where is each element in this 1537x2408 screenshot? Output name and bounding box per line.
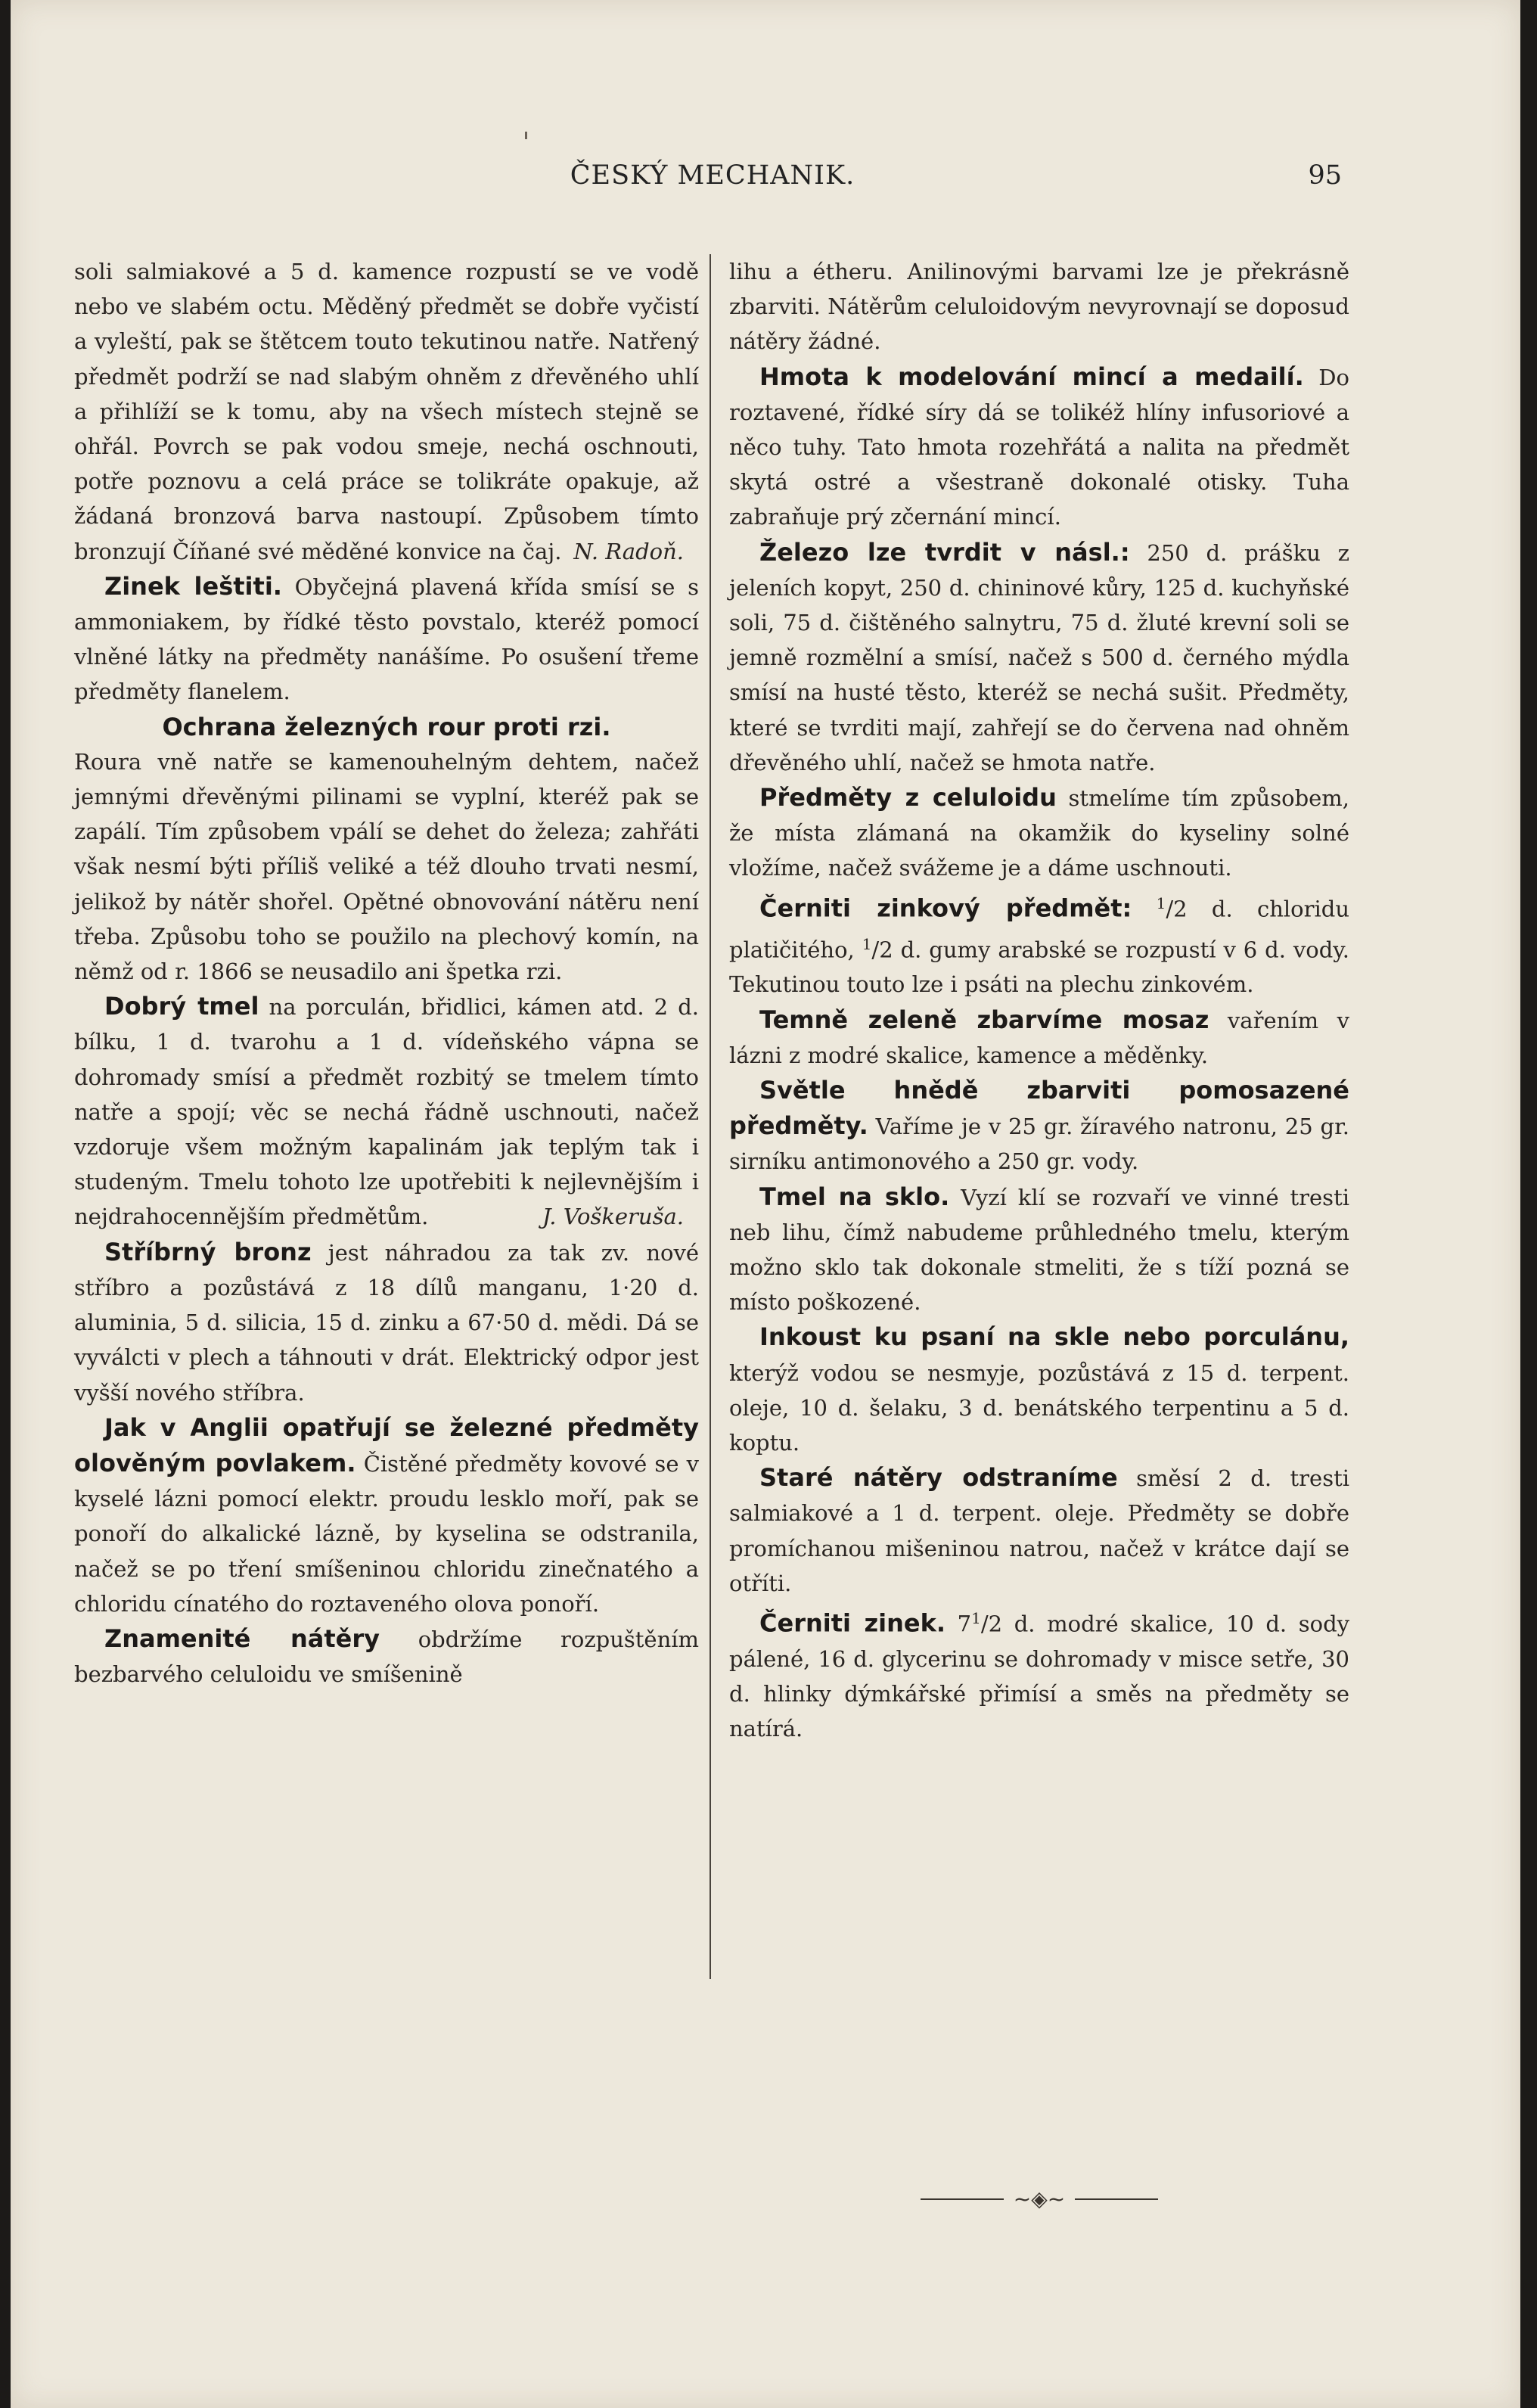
page-number: 95 <box>1308 160 1342 191</box>
article-heading: Dobrý tmel <box>104 992 259 1021</box>
article-paragraph <box>729 1002 1349 1073</box>
article-heading: Jak v Anglii opatřují se železné předměty olověným povlakem. <box>74 1412 699 1477</box>
article-paragraph: Černiti zinkový předmět: $^1$/2 d. chloridu platičitého, $^1$/2 d. gumy arabské se rozpustí v 6 d. vody. Tekutinou touto lze i psáti na plechu zinkovém. <box>729 893 1350 998</box>
article-paragraph <box>729 535 1349 780</box>
article-heading: Předměty z celuloidu <box>759 783 1057 813</box>
article-paragraph <box>729 359 1349 535</box>
column-divider <box>710 254 711 1979</box>
left-column <box>74 254 699 1692</box>
article-heading: Hmota k modelování mincí a medailí. <box>759 362 1304 391</box>
author-signature: N. Radoň. <box>573 538 684 564</box>
paragraph-text: obdržíme rozpuštěním bezbarvého celuloidu ve smíšenině <box>74 1626 700 1688</box>
fraction-denominator: 2 <box>1173 896 1188 922</box>
article-heading: Ochrana železných rour proti rzi. <box>162 712 611 741</box>
article-paragraph <box>74 1621 699 1692</box>
article-heading: Světle hnědě zbarviti pomosazené předměty. <box>729 1075 1349 1141</box>
ornament-line-left <box>921 2198 1004 2200</box>
article-paragraph <box>729 780 1349 886</box>
paragraph-text: d. modré skalice, 10 d. sody pálené, 16 d. glycerinu se dohromady v misce setře, 30 d. hlinky dýmkářské přimísí a směs na předměty se natírá. <box>729 1611 1350 1742</box>
paragraph-text: Obyčejná plavená křída smísí se s ammoniakem, by řídké těsto povstalo, kteréž pomocí vlněné látky na předměty nanášíme. Po osušení třeme předměty flanelem. <box>74 573 699 705</box>
right-column <box>729 254 1349 1747</box>
article-heading: Temně zeleně zbarvíme mosaz <box>759 1005 1209 1034</box>
paragraph-text: lihu a étheru. Anilinovými barvami lze je překrásně zbarviti. Nátěrům celuloidovým nevyrovnají se doposud nátěry žádné. <box>729 259 1349 355</box>
page-mark <box>525 132 527 139</box>
paragraph-text: Vyzí klí se rozvaří ve vinné tresti neb lihu, čímž nabudeme průhledného tmelu, kterým možno sklo tak dokonale stmeliti, že s tíží pozná se místo poškozené. <box>729 1184 1349 1316</box>
article-heading: Znamenité nátěry <box>104 1623 380 1653</box>
book-page <box>11 0 1520 2408</box>
paragraph-text: vařením v lázni z modré skalice, kamence a měděnky. <box>729 1007 1349 1068</box>
article-paragraph <box>729 1460 1349 1601</box>
running-title: ČESKÝ MECHANIK. <box>570 160 855 191</box>
end-ornament <box>729 2186 1349 2217</box>
paragraph-text: Vaříme je v 25 gr. žíravého natronu, 25 gr. sirníku antimonového a 250 gr. vody. <box>729 1114 1350 1175</box>
paragraph-text: jest náhradou za tak zv. nové stříbro a pozůstává z 18 dílů manganu, 1·20 d. aluminia, 5 d. silicia, 15 d. zinku a 67·50 d. mědi. Dá se vyválcti v plech a táhnouti v drát. Elektrický odpor jest vyšší nového stříbra. <box>74 1239 700 1406</box>
paragraph-text: 250 d. prášku z jeleních kopyt, 250 d. chininové kůry, 125 d. kuchyňské soli, 75 d. čištěného salnytru, 75 d. žluté krevní soli se jemně rozmělní a smísí, načež s 500 d. černého mýdla smísí na husté těsto, kteréž se nechá sušit. Předměty, které se tvrditi mají, zahřejí se do červena nad ohněm dřevěného uhlí, načež se hmota natře. <box>729 539 1349 775</box>
article-heading: Černiti zinek. <box>759 1608 946 1638</box>
article-paragraph <box>729 254 1349 359</box>
article-paragraph <box>74 1410 699 1621</box>
article-paragraph: Černiti zinek. $7^1/2$ d. modré skalice, 10 d. sody pálené, 16 d. glycerinu se dohromady v misce setře, 30 d. hlinky dýmkářské přimísí a směs na předměty se natírá. <box>729 1608 1350 1742</box>
ornament-line-right <box>1075 2198 1158 2200</box>
author-signature: J. Voškeruša. <box>542 1204 684 1230</box>
fraction-numerator: 1 <box>1156 893 1166 912</box>
fraction-whole: 7 <box>957 1611 972 1637</box>
article-paragraph <box>74 1235 699 1410</box>
article-heading: Železo lze tvrdit v násl.: <box>759 537 1130 567</box>
page-header <box>83 160 1342 206</box>
article-paragraph <box>729 1179 1349 1320</box>
article-paragraph <box>729 1073 1349 1179</box>
article-heading: Tmel na sklo. <box>759 1182 950 1211</box>
article-heading: Stříbrný bronz <box>104 1237 312 1266</box>
article-heading: Inkoust ku psaní na skle nebo porculánu, <box>759 1322 1349 1352</box>
fraction-denominator: 2 <box>879 937 893 963</box>
article-paragraph <box>74 710 699 990</box>
fraction-numerator: 1 <box>971 1609 981 1628</box>
paragraph-text: soli salmiakové a 5 d. kamence rozpustí se ve vodě nebo ve slabém octu. Měděný předmět se dobře vyčistí a vyleští, pak se štětcem touto tekutinou natře. Natřený předmět podrží se nad slabým ohněm z dřevěného uhlí a přihlíží se k tomu, aby na všech místech stejně se ohřál. Povrch se pak vodou smeje, nechá oschnouti, potře poznovu a celá práce se tolikráte opakuje, až žádaná bronzová barva nastoupí. Způsobem tímto bronzují Číňané své měděné konvice na čaj. <box>74 259 699 564</box>
article-paragraph <box>74 989 699 1234</box>
paragraph-text: d. gumy arabské se rozpustí v 6 d. vody. Tekutinou touto lze i psáti na plechu zinkovém. <box>729 937 1350 998</box>
article-paragraph <box>74 569 699 710</box>
article-paragraph <box>74 254 699 569</box>
paragraph-text: směsí 2 d. tresti salmiakové a 1 d. terpent. oleje. Předměty se dobře promíchanou mišeninou natrou, načež v krátce dají se otříti. <box>729 1465 1350 1596</box>
paragraph-text: d. chloridu platičitého, <box>729 896 1350 963</box>
paragraph-text: Čistěné předměty kovové se v kyselé lázni pomocí elektr. proudu lesklo moří, pak se ponoří do alkalické lázně, by kyselina se odstranila, načež se po tření smíšeninou chloridu zinečnatého a chloridu cínatého do roztaveného olova ponoří. <box>74 1450 700 1617</box>
article-paragraph <box>729 1319 1349 1460</box>
ornament-mark-icon: ~◈~ <box>1013 2186 1066 2211</box>
paragraph-text: na porculán, břidlici, kámen atd. 2 d. bílku, 1 d. tvarohu a 1 d. vídeňského vápna se dohromady smísí a předmět rozbitý se tmelem tímto natře a spojí; věc se nechá řádně uschnouti, načež vzdoruje všem možným kapalinám jak teplým tak i studeným. Tmelu tohoto lze upotřebiti k nejlevnějším i nejdrahocennějším předmětům. <box>74 994 699 1230</box>
article-heading: Černiti zinkový předmět: <box>759 893 1132 923</box>
paragraph-text: Do roztavené, řídké síry dá se tolikéž hlíny infusoriové a něco tuhy. Tato hmota rozehřátá a nalita na předmět skytá ostré a všestraně dokonalé otisky. Tuha zabraňuje prý zčernání mincí. <box>729 364 1350 530</box>
paragraph-text: stmelíme tím způsobem, že místa zlámaná na okamžik do kyseliny solné vložíme, načež svážeme je a dáme uschnouti. <box>729 785 1350 881</box>
fraction-numerator: 1 <box>862 934 872 953</box>
paragraph-text: kterýž vodou se nesmyje, pozůstává z 15 d. terpent. oleje, 10 d. šelaku, 3 d. benátského terpentinu a 5 d. koptu. <box>729 1359 1349 1456</box>
fraction-denominator: 2 <box>988 1611 1003 1637</box>
article-heading: Zinek leštiti. <box>104 571 282 601</box>
article-heading: Staré nátěry odstraníme <box>759 1463 1118 1493</box>
paragraph-text: Roura vně natře se kamenouhelným dehtem, načež jemnými dřevěnými pilinami se vyplní, kteréž pak se zapálí. Tím způsobem vpálí se dehet do železa; zahřáti však nesmí býti příliš veliké a též dlouho trvati nesmí, jelikož by nátěr shořel. Opětné obnovování nátěru není třeba. Způsobu toho se použilo na plechový komín, na němž od r. 1866 se neusadilo ani špetka rzi. <box>74 748 699 985</box>
